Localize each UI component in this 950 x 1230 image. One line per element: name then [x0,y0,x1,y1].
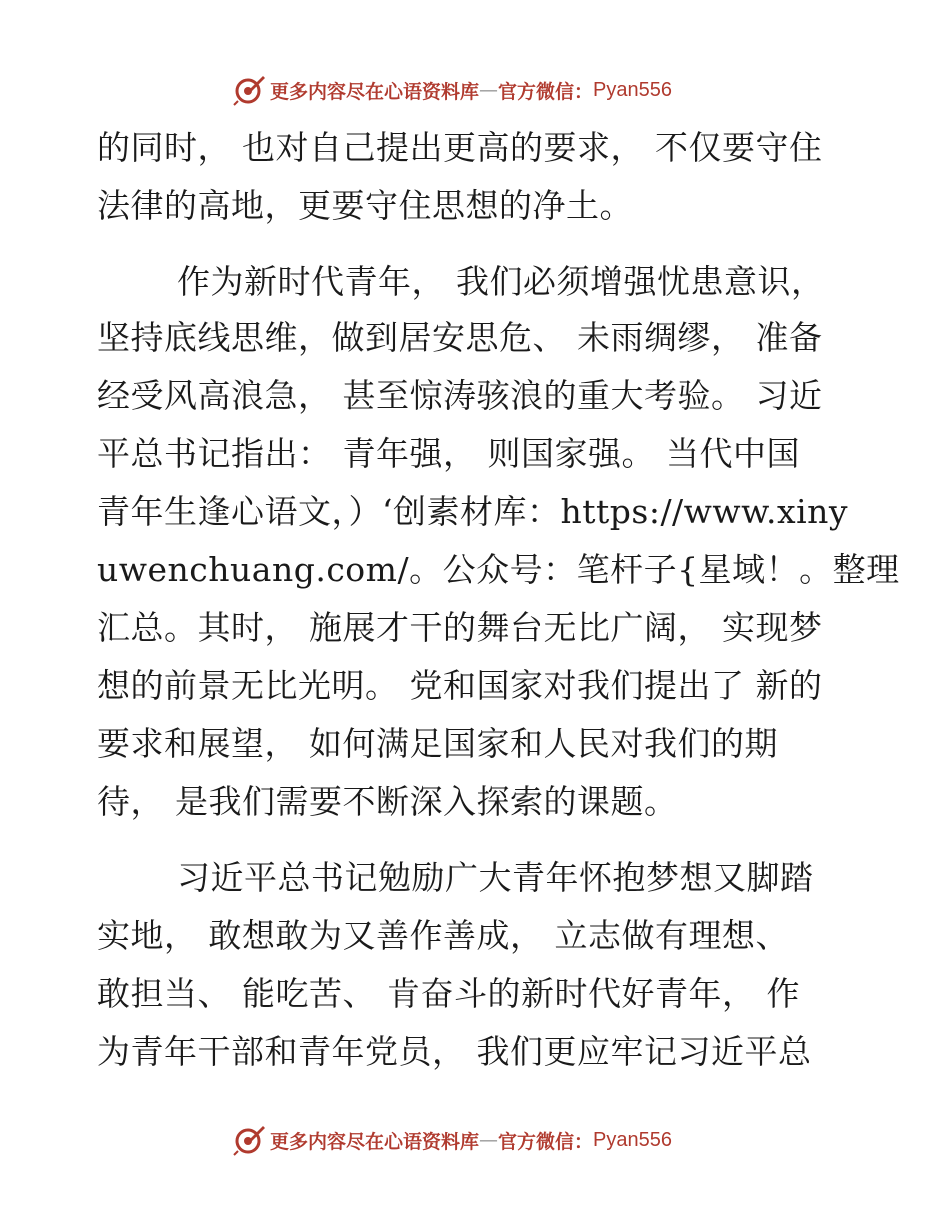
text-line: 青年生逢心语文，）‘创素材库：https://www.xiny [97,492,849,531]
footer-banner [232,1120,672,1160]
text-line: 实地， 敢想敢为又善作善成， 立志做有理想、 [97,916,789,955]
footer-wechat-label: 官方微信： [498,1130,594,1153]
text-line: uwenchuang.com/。公众号：笔杆子{星域！。整理 [97,550,900,589]
text-line: 待， 是我们需要不断深入探索的课题。 [97,782,678,821]
text-line: 为青年干部和青年党员， 我们更应牢记习近平总 [97,1032,812,1071]
header-wechat-label: 官方微信： [498,80,594,103]
text-line: 平总书记指出： 青年强， 则国家强。 当代中国 [97,434,800,473]
footer-brand-text: 更多内容尽在心语资料库 [270,1130,480,1153]
text-line: 要求和展望， 如何满足国家和人民对我们的期 [97,724,778,763]
header-brand-text: 更多内容尽在心语资料库 [270,80,480,103]
quill-circle-logo-icon [232,1123,266,1157]
footer-wechat-id: Pyan556 [593,1128,672,1151]
header-wechat-id: Pyan556 [593,78,672,101]
header-separator: — [479,79,499,101]
paragraph-start-line: 作为新时代青年， 我们必须增强忧患意识， [177,262,825,301]
text-line: 的同时， 也对自己提出更高的要求， 不仅要守住 [97,128,823,167]
text-line: 坚持底线思维，做到居安思危、 未雨绸缪， 准备 [97,318,823,357]
footer-separator: — [479,1129,499,1151]
text-line: 经受风高浪急， 甚至惊涛骇浪的重大考验。 习近 [97,376,823,415]
quill-circle-logo-icon [232,73,266,107]
paragraph-start-line: 习近平总书记勉励广大青年怀抱梦想又脚踏 [177,858,814,897]
text-line: 法律的高地，更要守住思想的净土。 [97,186,633,225]
header-banner [232,70,672,110]
text-line: 汇总。其时， 施展才干的舞台无比广阔， 实现梦 [97,608,823,647]
text-line: 敢担当、 能吃苦、 肯奋斗的新时代好青年， 作 [97,974,800,1013]
text-line: 想的前景无比光明。 党和国家对我们提出了 新的 [97,666,823,705]
